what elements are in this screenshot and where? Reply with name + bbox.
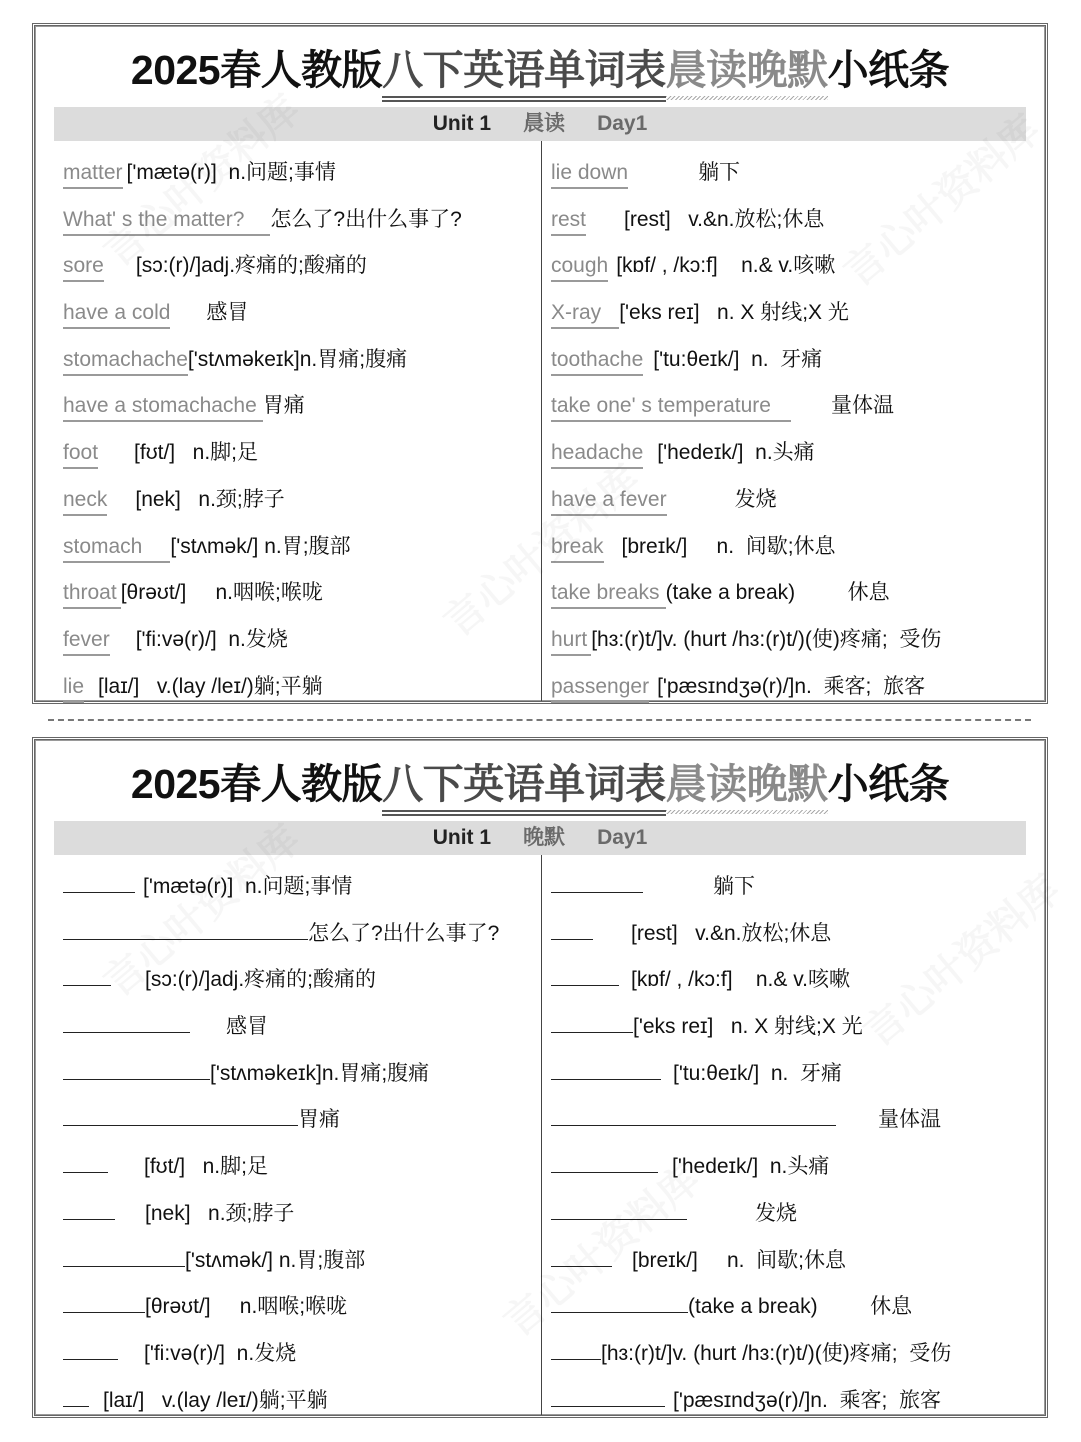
vocab-entry (63, 664, 533, 711)
morning-reading-sheet (32, 23, 1048, 704)
vocab-definition: ['stʌməkeɪk]n.胃痛;腹痛 (187, 347, 408, 371)
vocab-definition: ['eks reɪ] n. X 射线;X 光 (619, 301, 849, 325)
answer-blank[interactable] (63, 1148, 108, 1173)
vocab-word: lie (63, 673, 84, 703)
dictation-entry (551, 1097, 1041, 1144)
dictation-entry (551, 1051, 1041, 1098)
vocab-definition: ['eks reɪ] n. X 射线;X 光 (633, 1015, 863, 1039)
answer-blank[interactable] (551, 1055, 661, 1080)
dictation-entry (63, 911, 533, 958)
vocab-definition: [sɔ:(r)/]adj.疼痛的;酸痛的 (145, 968, 377, 992)
title-part-wordlist: 八下英语单词表 (382, 758, 666, 810)
vocab-entry (63, 337, 533, 384)
dictation-entry (63, 1284, 533, 1331)
dictation-entry (63, 1238, 533, 1285)
vocab-word: stomachache (63, 346, 188, 376)
column-divider (541, 855, 542, 1415)
answer-blank[interactable] (551, 1382, 665, 1407)
vocab-definition: ['pæsɪndʒə(r)/]n. 乘客; 旅客 (673, 1388, 941, 1412)
dictation-entry (551, 1144, 1041, 1191)
title-part-mode: 晨读晚默 (666, 44, 828, 96)
title-part-mode: 晨读晚默 (666, 758, 828, 810)
answer-blank[interactable] (63, 1242, 185, 1267)
vocab-definition: ['stʌməkeɪk]n.胃痛;腹痛 (210, 1061, 430, 1085)
left-blank-column (63, 864, 533, 1424)
vocab-definition: [θrəʊt/] n.咽喉;喉咙 (145, 1295, 348, 1319)
vocab-definition: [hɜ:(r)t/]v. (hurt /hɜ:(r)t/)(使)疼痛; 受伤 (591, 627, 942, 651)
answer-blank[interactable] (551, 1288, 688, 1313)
vocab-definition: (take a break) 休息 (688, 1295, 913, 1319)
sheet-title (35, 758, 1045, 810)
right-blank-column (551, 864, 1041, 1424)
vocab-definition: 胃痛 (262, 394, 305, 418)
vocab-word: throat (63, 579, 121, 609)
vocab-entry (551, 477, 1041, 524)
dictation-entry (63, 1051, 533, 1098)
vocab-definition: ['stʌmək/] n.胃;腹部 (185, 1248, 366, 1272)
vocab-entry (551, 570, 1041, 617)
title-part-year: 2025春人教版 (130, 47, 383, 93)
vocab-definition: 量体温 (878, 1108, 941, 1132)
vocab-word: take one' s temperature (551, 392, 791, 422)
vocab-entry (551, 383, 1041, 430)
vocab-definition: [breɪk/] n. 间歇;休息 (621, 534, 836, 558)
vocab-definition: 怎么了?出什么事了? (308, 921, 500, 945)
vocab-definition: [nek] n.颈;脖子 (145, 1201, 295, 1225)
vocab-word: have a fever (551, 486, 667, 516)
right-word-column (551, 150, 1041, 710)
title-part-wordlist: 八下英语单词表 (382, 44, 666, 96)
answer-blank[interactable] (551, 1335, 601, 1360)
answer-blank[interactable] (63, 915, 308, 940)
dictation-entry (551, 1191, 1041, 1238)
answer-blank[interactable] (63, 1382, 89, 1407)
dictation-entry (63, 1191, 533, 1238)
vocab-word: cough (551, 252, 608, 282)
vocab-entry (63, 150, 533, 197)
vocab-entry (551, 243, 1041, 290)
answer-blank[interactable] (63, 1288, 145, 1313)
dictation-entry (551, 1331, 1041, 1378)
dictation-entry (63, 1144, 533, 1191)
vocab-definition: 躺下 (698, 161, 741, 184)
vocab-definition: [rest] v.&n.放松;休息 (624, 207, 825, 231)
vocab-entry (63, 243, 533, 290)
vocab-word: break (551, 533, 604, 563)
cut-line-divider (48, 719, 1031, 721)
vocab-definition: ['hedeɪk/] n.头痛 (672, 1155, 830, 1179)
vocab-definition: [nek] n.颈;脖子 (135, 487, 285, 511)
vocab-definition: [fʊt/] n.脚;足 (144, 1155, 268, 1179)
unit-label: Unit 1 (432, 112, 492, 135)
answer-blank[interactable] (63, 1101, 298, 1126)
vocab-entry (63, 477, 533, 524)
vocab-definition: [laɪ/] v.(lay /leɪ/)躺;平躺 (103, 1388, 328, 1412)
sheet-title (35, 44, 1045, 96)
vocab-definition: 发烧 (755, 1201, 797, 1225)
vocab-entry (63, 524, 533, 571)
vocab-entry (63, 617, 533, 664)
dictation-entry (63, 1331, 533, 1378)
vocab-definition: 怎么了?出什么事了? (270, 207, 462, 231)
vocab-entry (551, 617, 1041, 664)
dictation-entry (551, 864, 1041, 911)
vocab-entry (551, 150, 1041, 197)
unit-header-band (54, 107, 1026, 141)
answer-blank[interactable] (551, 1101, 836, 1126)
dictation-entry (63, 957, 533, 1004)
unit-label: Unit 1 (432, 826, 492, 849)
vocab-word: headache (551, 439, 643, 469)
vocab-definition: ['stʌmək/] n.胃;腹部 (170, 534, 351, 558)
dictation-entry (551, 1284, 1041, 1331)
vocab-definition: ['fi:və(r)/] n.发烧 (135, 627, 288, 651)
unit-header-band (54, 821, 1026, 855)
dictation-entry (63, 1004, 533, 1051)
column-divider (541, 141, 542, 701)
vocab-definition: (take a break) 休息 (665, 581, 890, 605)
dictation-entry (551, 1238, 1041, 1285)
vocab-definition: [rest] v.&n.放松;休息 (631, 921, 832, 945)
vocab-entry (63, 383, 533, 430)
answer-blank[interactable] (63, 1195, 115, 1220)
title-part-note: 小纸条 (827, 761, 950, 807)
vocab-definition: 感冒 (226, 1015, 268, 1039)
title-part-year: 2025春人教版 (130, 761, 383, 807)
vocab-entry (551, 664, 1041, 711)
answer-blank[interactable] (551, 1008, 633, 1033)
answer-blank[interactable] (551, 1195, 687, 1220)
vocab-definition: ['mætə(r)] n.问题;事情 (143, 875, 353, 898)
dictation-entry (551, 1004, 1041, 1051)
answer-blank[interactable] (63, 868, 135, 893)
vocab-definition: [θrəʊt/] n.咽喉;喉咙 (120, 581, 323, 605)
vocab-word: What' s the matter? (63, 206, 270, 236)
vocab-definition: ['mætə(r)] n.问题;事情 (126, 161, 336, 184)
vocab-definition: ['tu:θeɪk/] n. 牙痛 (673, 1061, 843, 1085)
mode-label: 晨读 (523, 112, 566, 135)
dictation-entry (551, 957, 1041, 1004)
day-label: Day1 (597, 826, 648, 849)
vocab-definition: [breɪk/] n. 间歇;休息 (632, 1248, 847, 1272)
vocab-word: rest (551, 206, 586, 236)
vocab-entry (551, 524, 1041, 571)
vocab-word: hurt (551, 626, 591, 656)
answer-blank[interactable] (551, 868, 643, 893)
vocab-definition: ['pæsɪndʒə(r)/]n. 乘客; 旅客 (657, 674, 926, 698)
vocab-word: fever (63, 626, 110, 656)
vocab-definition: 发烧 (734, 487, 777, 511)
dictation-entry (63, 1097, 533, 1144)
vocab-entry (551, 197, 1041, 244)
vocab-entry (551, 430, 1041, 477)
vocab-definition: [kɒf/ , /kɔ:f] n.& v.咳嗽 (616, 254, 836, 278)
vocab-word: have a stomachache (63, 392, 263, 422)
answer-blank[interactable] (63, 1055, 210, 1080)
vocab-word: neck (63, 486, 107, 516)
vocab-definition: ['hedeɪk/] n.头痛 (657, 441, 815, 465)
evening-dictation-sheet (32, 737, 1048, 1418)
vocab-entry (63, 570, 533, 617)
vocab-word: matter (63, 159, 123, 189)
vocab-definition: 量体温 (830, 394, 894, 418)
vocab-definition: [sɔ:(r)/]adj.疼痛的;酸痛的 (135, 254, 367, 278)
left-word-column (63, 150, 533, 710)
vocab-definition: 胃痛 (298, 1108, 340, 1132)
vocab-definition: [kɒf/ , /kɔ:f] n.& v.咳嗽 (631, 968, 850, 992)
vocab-definition: ['fi:və(r)/] n.发烧 (144, 1341, 297, 1365)
vocab-entry (63, 430, 533, 477)
dictation-entry (551, 1378, 1041, 1425)
vocab-definition: [laɪ/] v.(lay /leɪ/)躺;平躺 (98, 674, 323, 698)
vocab-definition: 感冒 (206, 301, 249, 325)
vocab-definition: [hɜ:(r)t/]v. (hurt /hɜ:(r)t/)(使)疼痛; 受伤 (601, 1341, 952, 1365)
vocab-word: X-ray (551, 299, 619, 329)
dictation-entry (551, 911, 1041, 958)
answer-blank[interactable] (63, 1335, 118, 1360)
vocab-definition: 躺下 (713, 875, 755, 898)
vocab-entry (551, 290, 1041, 337)
vocab-word: take breaks (551, 579, 666, 609)
vocab-definition: ['tu:θeɪk/] n. 牙痛 (653, 347, 823, 371)
vocab-word: foot (63, 439, 98, 469)
answer-blank[interactable] (551, 961, 619, 986)
day-label: Day1 (597, 112, 648, 135)
vocab-word: have a cold (63, 299, 170, 329)
vocab-word: sore (63, 252, 104, 282)
mode-label: 晚默 (523, 826, 566, 849)
vocab-word: toothache (551, 346, 643, 376)
vocab-word: lie down (551, 159, 628, 189)
vocab-word: stomach (63, 533, 170, 563)
answer-blank[interactable] (551, 1242, 612, 1267)
dictation-entry (63, 864, 533, 911)
vocab-entry (551, 337, 1041, 384)
answer-blank[interactable] (551, 1148, 658, 1173)
dictation-entry (63, 1378, 533, 1425)
vocab-word: passenger (551, 673, 649, 703)
answer-blank[interactable] (63, 1008, 190, 1033)
vocab-definition: [fʊt/] n.脚;足 (134, 441, 258, 465)
answer-blank[interactable] (551, 915, 593, 940)
vocab-entry (63, 197, 533, 244)
title-part-note: 小纸条 (827, 47, 950, 93)
vocab-entry (63, 290, 533, 337)
answer-blank[interactable] (63, 961, 111, 986)
